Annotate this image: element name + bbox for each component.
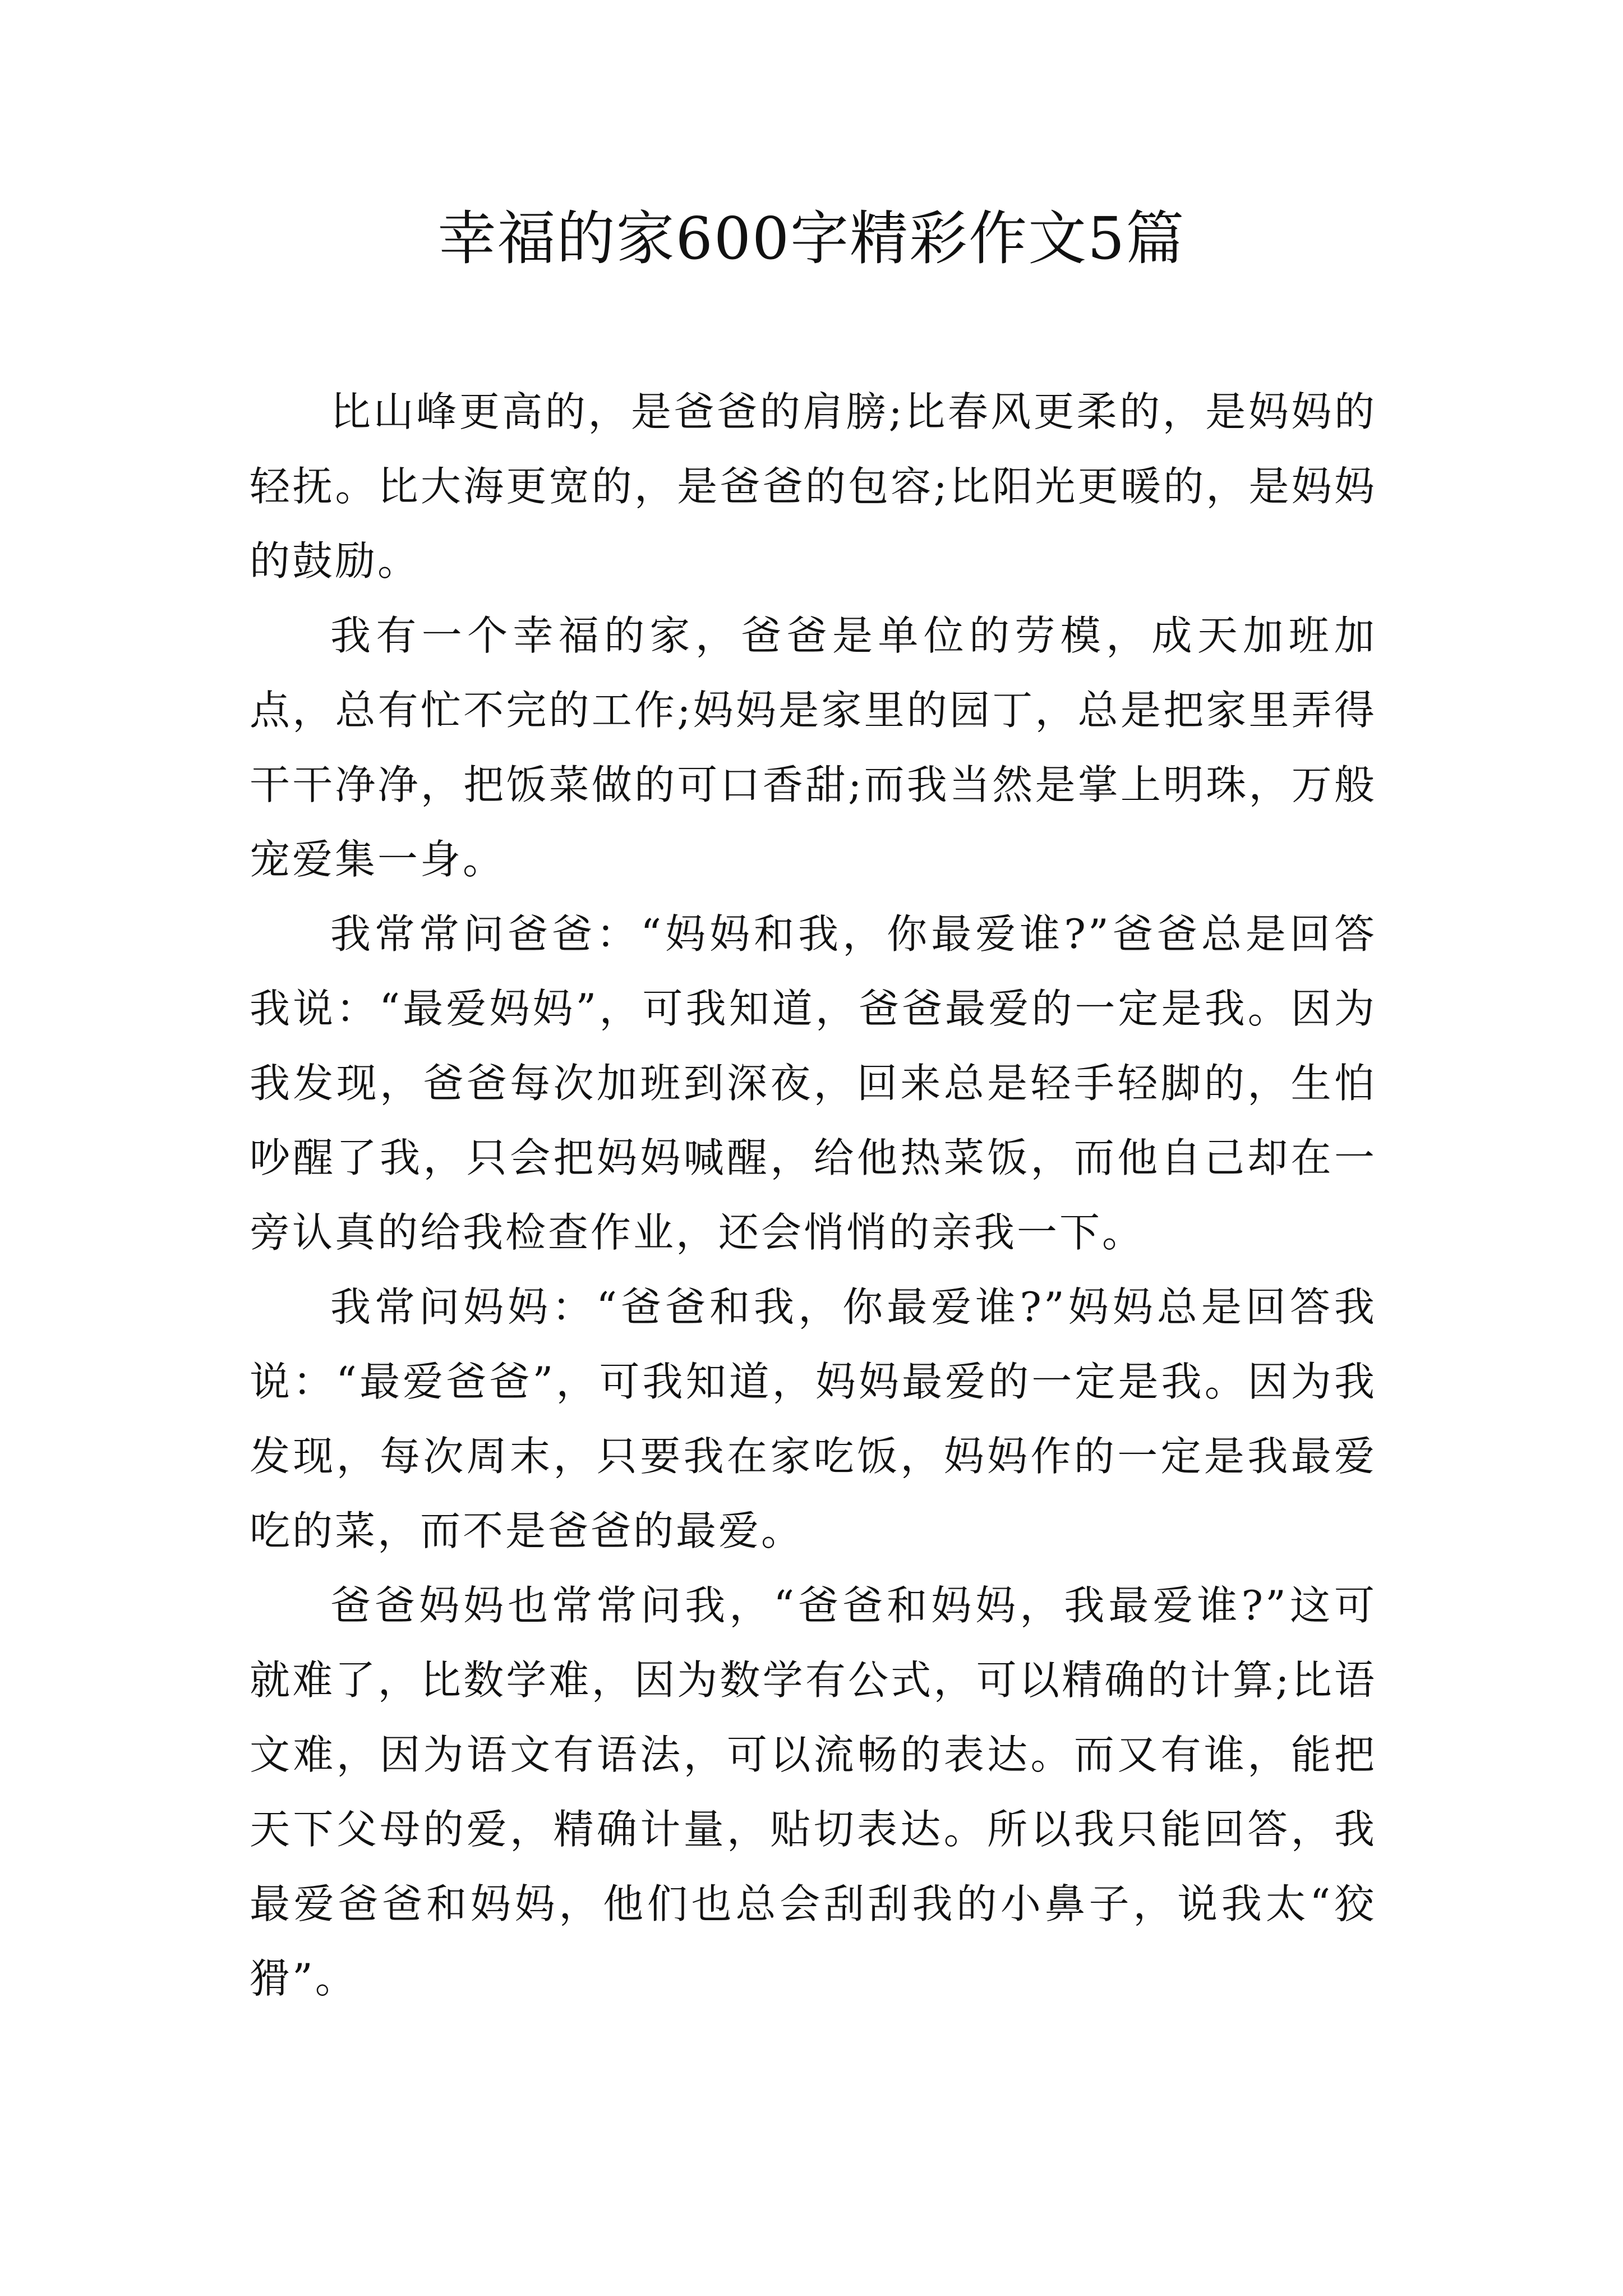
paragraph-4: 我常问妈妈：“爸爸和我，你最爱谁?”妈妈总是回答我说：“最爱爸爸”，可我知道，妈妈最爱的一定是我。因为我发现，每次周末，只要我在家吃饭，妈妈作的一定是我最爱吃的菜，而不是爸爸的最爱。: [250, 1283, 1377, 1554]
paragraph-3: 我常常问爸爸：“妈妈和我，你最爱谁?”爸爸总是回答我说：“最爱妈妈”，可我知道，爸爸最爱的一定是我。因为我发现，爸爸每次加班到深夜，回来总是轻手轻脚的，生怕吵醒了我，只会把妈妈喊醒，给他热菜饭，而他自己却在一旁认真的给我检查作业，还会悄悄的亲我一下。: [250, 910, 1377, 1256]
paragraph-2: 我有一个幸福的家，爸爸是单位的劳模，成天加班加点，总有忙不完的工作;妈妈是家里的园丁，总是把家里弄得干干净净，把饭菜做的可口香甜;而我当然是掌上明珠，万般宠爱集一身。: [250, 612, 1377, 883]
document-title: 幸福的家600字精彩作文5篇: [437, 204, 1186, 273]
paragraph-1: 比山峰更高的，是爸爸的肩膀;比春风更柔的，是妈妈的轻抚。比大海更宽的，是爸爸的包容;比阳光更暖的，是妈妈的鼓励。: [250, 388, 1377, 585]
document-body: [250, 375, 1377, 2016]
paragraph-5: 爸爸妈妈也常常问我，“爸爸和妈妈，我最爱谁?”这可就难了，比数学难，因为数学有公式，可以精确的计算;比语文难，因为语文有语法，可以流畅的表达。而又有谁，能把天下父母的爱，精确计量，贴切表达。所以我只能回答，我最爱爸爸和妈妈，他们也总会刮刮我的小鼻子，说我太“狡猾”。: [250, 1582, 1377, 2002]
